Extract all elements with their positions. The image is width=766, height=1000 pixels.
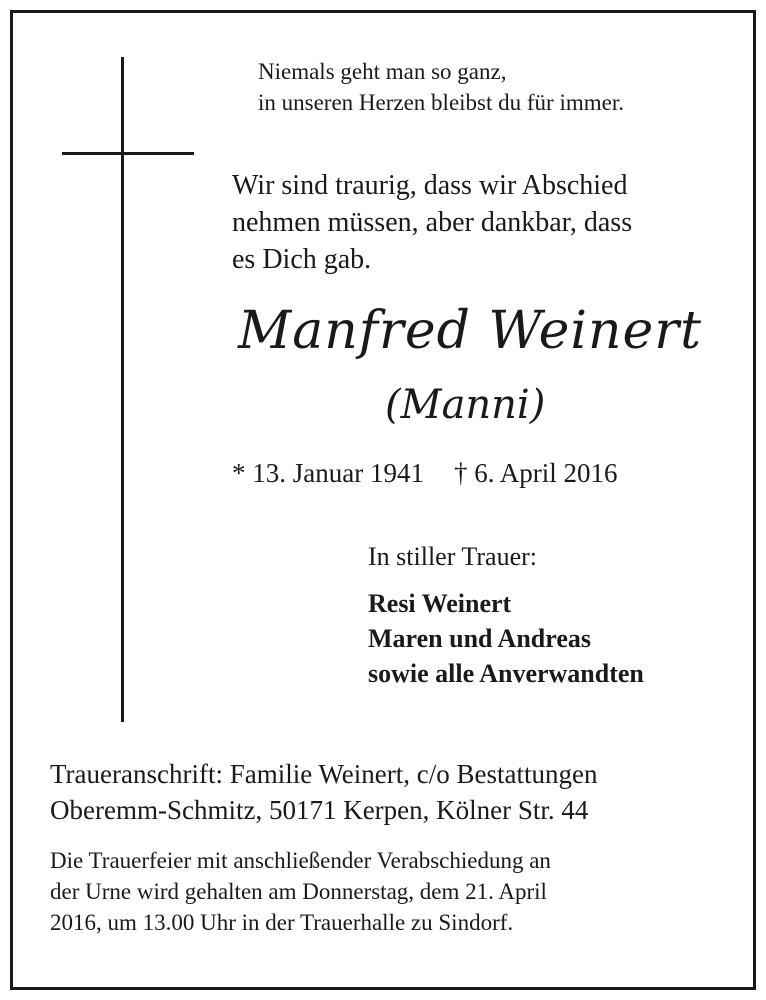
- mourners-list: [368, 586, 644, 691]
- mourning-address: [50, 756, 597, 828]
- poem-line: Niemals geht man so ganz,: [258, 59, 507, 84]
- poem-line: in unseren Herzen bleibst du für immer.: [258, 90, 624, 115]
- deceased-nickname: (Manni): [385, 382, 546, 428]
- poem-quote: [258, 56, 624, 118]
- deceased-name: Manfred Weinert: [238, 301, 703, 361]
- address-line: Traueranschrift: Familie Weinert, c/o Bestattungen: [50, 759, 598, 789]
- farewell-line: nehmen müssen, aber dankbar, dass: [232, 207, 633, 238]
- cross-icon-vertical: [121, 57, 124, 722]
- ceremony-line: der Urne wird gehalten am Donnerstag, dem 21. April: [50, 879, 547, 904]
- farewell-line: es Dich gab.: [232, 244, 372, 275]
- mourner-name: Resi Weinert: [368, 589, 512, 618]
- mourning-label: In stiller Trauer:: [368, 542, 537, 571]
- cross-icon-horizontal: [62, 152, 194, 155]
- address-line: Oberemm-Schmitz, 50171 Kerpen, Kölner Str. 44: [50, 795, 589, 825]
- farewell-line: Wir sind traurig, dass wir Abschied: [232, 170, 628, 201]
- ceremony-line: 2016, um 13.00 Uhr in der Trauerhalle zu Sindorf.: [50, 910, 514, 935]
- mourner-name: Maren und Andreas: [368, 624, 591, 653]
- ceremony-line: Die Trauerfeier mit anschließender Verabschiedung an: [50, 848, 551, 873]
- ceremony-info: [50, 845, 551, 938]
- mourner-name: sowie alle Anverwandten: [368, 659, 644, 688]
- life-dates: [232, 455, 617, 491]
- death-date: † 6. April 2016: [453, 458, 618, 488]
- birth-date: * 13. Januar 1941: [232, 458, 424, 488]
- farewell-text: [232, 167, 632, 278]
